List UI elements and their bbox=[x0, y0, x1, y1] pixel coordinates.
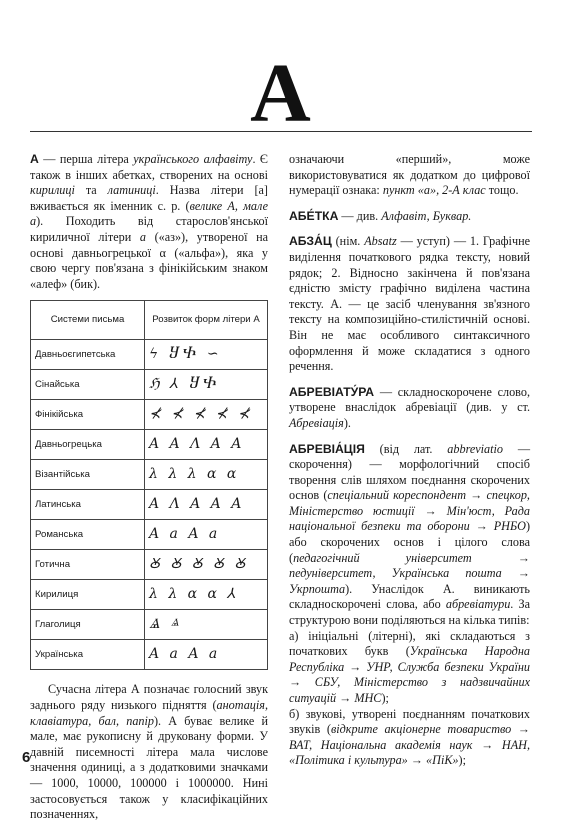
section-letter: А bbox=[250, 47, 311, 140]
continuation-paragraph: означаючи «перший», може використовуватися як додатком до цифрової нумерації ознака: пункт «а», 2-А клас тощо. bbox=[289, 152, 530, 198]
table-row bbox=[31, 490, 268, 520]
script-name: Глаголиця bbox=[31, 610, 145, 640]
entry-abetka: АБЕ́ТКА — див. Алфавіт, Буквар. bbox=[289, 208, 472, 223]
script-name: Давньоєгипетська bbox=[31, 340, 145, 370]
letter-forms: ⊀ ⊀ ⊀ ⊀ ⊀ bbox=[145, 400, 268, 430]
script-name: Сінайська bbox=[31, 370, 145, 400]
script-name: Кирилиця bbox=[31, 580, 145, 610]
entry-abzac: АБЗА́Ц (нім. Absatz — уступ) — 1. Графічне виділення початкового рядка тексту, новий рядок; 2. Відносно закінчена й пов'язана єдністю змісту графічно виділена частина тексту. А. — це засіб членування зв'язного тексту на композиційно-стилістичній основі. Він не має особливого синтаксичного оформлення й може складатися з одного речення. bbox=[289, 234, 530, 374]
letter-forms: λ λ α α ⅄ bbox=[145, 580, 268, 610]
script-name: Фінікійська bbox=[31, 400, 145, 430]
headword-abreviacia: АБРЕВІА́ЦІЯ bbox=[289, 441, 365, 456]
table-header-forms: Розвиток форм літери А bbox=[145, 301, 268, 340]
modern-letter-paragraph: Сучасна літера А позначає голосний звук заднього ряду низького підняття (анотація, клавіатура, бал, папір). А буває велике й мале, має рукописну й друковану форми. У давній писемності літера мала числове значення одиниці, а з додатковими значками — 1000, 10000, 100000 і 1000000. Нині застосовується також у класифікаційних позначеннях, bbox=[30, 682, 268, 822]
letter-forms: λ λ λ α α bbox=[145, 460, 268, 490]
script-name: Українська bbox=[31, 640, 145, 670]
table-row bbox=[31, 610, 268, 640]
table-header-systems: Системи письма bbox=[31, 301, 145, 340]
letter-forms: ϟ ႸႵ ∽ bbox=[145, 340, 268, 370]
script-name: Латинська bbox=[31, 490, 145, 520]
table-row bbox=[31, 340, 268, 370]
letter-forms: A A Λ A A bbox=[145, 430, 268, 460]
headword-abetka: АБЕ́ТКА bbox=[289, 208, 339, 223]
table-row bbox=[31, 460, 268, 490]
page-number: 6 bbox=[22, 749, 31, 766]
table-row bbox=[31, 580, 268, 610]
script-name: Готична bbox=[31, 550, 145, 580]
script-name: Давньогрецька bbox=[31, 430, 145, 460]
table-row bbox=[31, 640, 268, 670]
script-name: Візантійська bbox=[31, 460, 145, 490]
letter-forms: A a A a bbox=[145, 520, 268, 550]
letter-forms: ℌ ⅄ ႸႵ bbox=[145, 370, 268, 400]
letter-evolution-table bbox=[30, 300, 268, 670]
script-name: Романська bbox=[31, 520, 145, 550]
headword-abreviatura: АБРЕВІАТУ́РА bbox=[289, 384, 375, 399]
header-rule bbox=[30, 131, 532, 132]
table-row bbox=[31, 370, 268, 400]
link-ukrainian-alphabet: українського алфавіту bbox=[133, 152, 253, 166]
letter-forms: Ꙋ Ꙋ Ꙋ Ꙋ Ꙋ bbox=[145, 550, 268, 580]
intro-paragraph: А — перша літера українського алфавіту. Є також в інших абетках, створених на основі кирилиці та латиниці. Назва літери [а] вживається як іменник с. р. (велике А, мале а). Походить від старослов'янської кириличної літери а («аз»), утвореної на основі давньогрецької α («альфа»), яка у свою чергу пов'язана з фінікійським знаком «алеф» (бик). bbox=[30, 152, 268, 291]
entry-abreviatura: АБРЕВІАТУ́РА — складноскорочене слово, утворене внаслідок абревіації (див. у ст. Абревіація). bbox=[289, 384, 530, 430]
type-sound: б) звукові, утворені поєднанням початкових звуків (відкрите акціонерне товариство → ВАТ, Національна академія наук → НАН, «Політика і культура» → «ПіК»); bbox=[289, 706, 530, 768]
entry-abreviacia: АБРЕВІА́ЦІЯ (від лат. abbreviatio — скорочення) — морфологічний спосіб творення слів шляхом поєднання скорочених основ (спеціальний кореспондент → спецкор, Міністерство юстиції → Мін'юст, Рада національної безпеки та оборони → РНБО) або скорочених основ і цілого слова (педагогічний університет → педуніверситет, Українська пошта → Укрпошта). Унаслідок А. виникають складноскорочені слова, або абревіатури. За структурою вони поділяються на кілька типів: bbox=[289, 441, 531, 628]
right-column bbox=[289, 152, 530, 769]
headword-a: А bbox=[30, 152, 39, 166]
table-row bbox=[31, 550, 268, 580]
letter-forms: A a A a bbox=[145, 640, 268, 670]
table-row bbox=[31, 400, 268, 430]
headword-abzac: АБЗА́Ц bbox=[289, 234, 332, 249]
table-row bbox=[31, 520, 268, 550]
table-row bbox=[31, 430, 268, 460]
letter-forms: A Λ A A A bbox=[145, 490, 268, 520]
left-column bbox=[30, 152, 268, 823]
type-initial: а) ініціальні (літерні), які складаються з початкових букв (Українська Народна Республіка → УНР, Служба безпеки України → СБУ, Міністерство з надзвичайних ситуацій → МНС); bbox=[289, 628, 530, 705]
letter-forms: Ⱑ ⱑ bbox=[145, 610, 268, 640]
